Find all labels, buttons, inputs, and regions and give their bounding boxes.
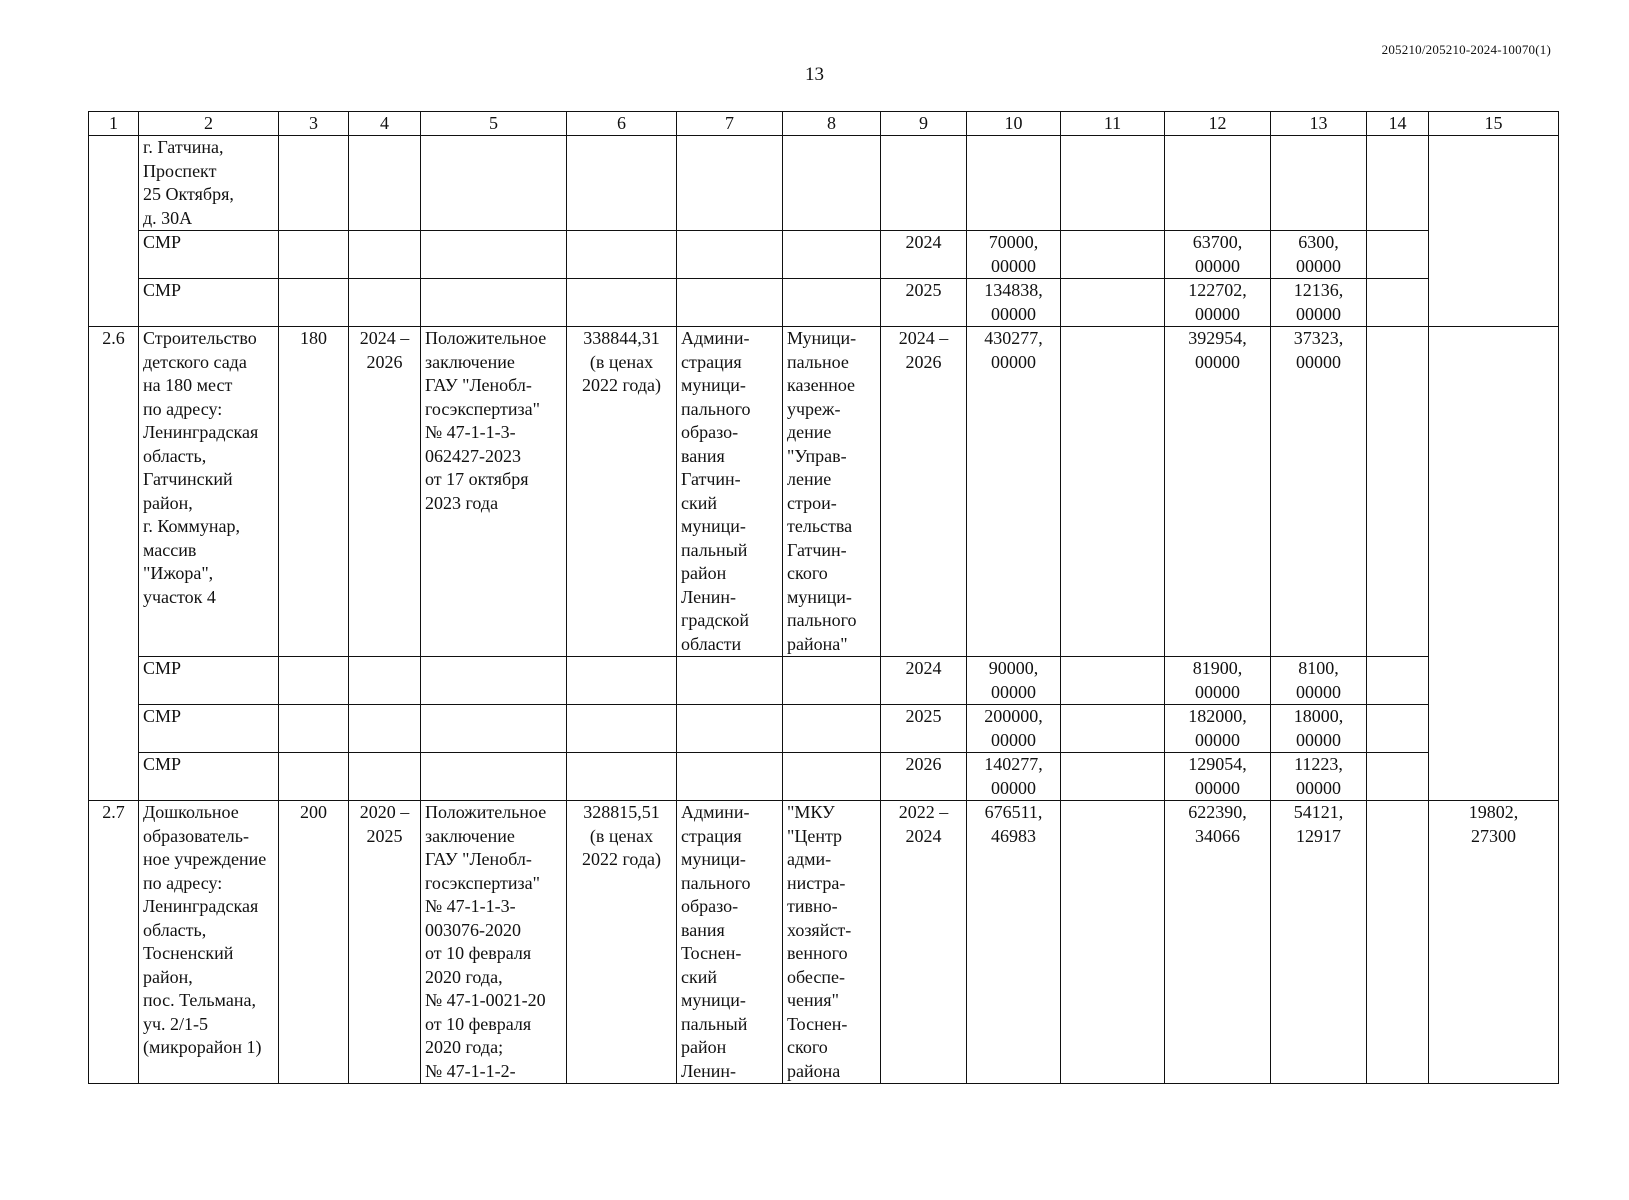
expertise-conclusion: Положительное заключение ГАУ "Ленобл- госэкспертиза" № 47-1-1-3- 062427-2023 от 17 октября 2023 года: [421, 327, 567, 657]
col-header: 2: [139, 112, 279, 136]
estimated-cost: 328815,51 (в ценах 2022 года): [567, 801, 677, 1084]
smr-col12: 63700, 00000: [1165, 231, 1271, 279]
col-header: 5: [421, 112, 567, 136]
smr-col12: 122702, 00000: [1165, 279, 1271, 327]
smr-label: СМР: [139, 279, 279, 327]
col13-value: 54121, 12917: [1271, 801, 1367, 1084]
document-code: 205210/205210-2024-10070(1): [1381, 42, 1551, 57]
total-financing: 430277, 00000: [967, 327, 1061, 657]
data-table: [88, 111, 1559, 1084]
col-header: 12: [1165, 112, 1271, 136]
smr-total: 140277, 00000: [967, 753, 1061, 801]
smr-col13: 6300, 00000: [1271, 231, 1367, 279]
estimated-cost: 338844,31 (в ценах 2022 года): [567, 327, 677, 657]
smr-year: 2024: [881, 231, 967, 279]
smr-total: 134838, 00000: [967, 279, 1061, 327]
total-financing: 676511, 46983: [967, 801, 1061, 1084]
smr-row: [89, 231, 1559, 279]
col-header: 13: [1271, 112, 1367, 136]
page-number: 13: [805, 64, 824, 85]
expertise-conclusion: Положительное заключение ГАУ "Ленобл- госэкспертиза" № 47-1-1-3- 003076-2020 от 10 февраля 2020 года, № 47-1-0021-20 от 10 февраля 2020 года; № 47-1-1-2-: [421, 801, 567, 1084]
col-header: 7: [677, 112, 783, 136]
object-address: г. Гатчина, Проспект 25 Октября, д. 30А: [139, 136, 279, 231]
col-header: 1: [89, 112, 139, 136]
contractor: "МКУ "Центр адми- нистра- тивно- хозяйст- венного обеспе- чения" Тоснен- ского района: [783, 801, 881, 1084]
smr-row: [89, 279, 1559, 327]
col-header: 11: [1061, 112, 1165, 136]
construction-period: 2020 – 2025: [349, 801, 421, 1084]
table-row: [89, 136, 1559, 231]
smr-total: 200000, 00000: [967, 705, 1061, 753]
col-header: 14: [1367, 112, 1429, 136]
smr-row: [89, 657, 1559, 705]
col-header: 15: [1429, 112, 1559, 136]
smr-col13: 12136, 00000: [1271, 279, 1367, 327]
smr-col13: 11223, 00000: [1271, 753, 1367, 801]
financing-years: 2022 – 2024: [881, 801, 967, 1084]
col-header: 3: [279, 112, 349, 136]
smr-label: СМР: [139, 231, 279, 279]
col-header: 6: [567, 112, 677, 136]
smr-col13: 8100, 00000: [1271, 657, 1367, 705]
financing-years: 2024 – 2026: [881, 327, 967, 657]
col-header: 8: [783, 112, 881, 136]
smr-row: [89, 753, 1559, 801]
col13-value: 37323, 00000: [1271, 327, 1367, 657]
row-number: 2.6: [89, 327, 139, 801]
capacity: 200: [279, 801, 349, 1084]
header-row: [89, 112, 1559, 136]
smr-year: 2025: [881, 279, 967, 327]
contractor: Муници- пальное казенное учреж- дение "Управ- ление строи- тельства Гатчин- ского муници- пального района": [783, 327, 881, 657]
object-name: Строительство детского сада на 180 мест по адресу: Ленинградская область, Гатчинский район, г. Коммунар, массив "Ижора", участок 4: [139, 327, 279, 657]
smr-label: СМР: [139, 753, 279, 801]
smr-col13: 18000, 00000: [1271, 705, 1367, 753]
table-row: [89, 801, 1559, 1084]
smr-col12: 81900, 00000: [1165, 657, 1271, 705]
col12-value: 392954, 00000: [1165, 327, 1271, 657]
col-header: 4: [349, 112, 421, 136]
smr-label: СМР: [139, 705, 279, 753]
smr-total: 70000, 00000: [967, 231, 1061, 279]
smr-label: СМР: [139, 657, 279, 705]
col-header: 10: [967, 112, 1061, 136]
smr-year: 2026: [881, 753, 967, 801]
col12-value: 622390, 34066: [1165, 801, 1271, 1084]
col-header: 9: [881, 112, 967, 136]
smr-col12: 129054, 00000: [1165, 753, 1271, 801]
row-number: 2.7: [89, 801, 139, 1084]
smr-year: 2025: [881, 705, 967, 753]
customer: Админи- страция муници- пального образо- вания Гатчин- ский муници- пальный район Ленин- градской области: [677, 327, 783, 657]
construction-period: 2024 – 2026: [349, 327, 421, 657]
customer: Админи- страция муници- пального образо- вания Тоснен- ский муници- пальный район Ленин-: [677, 801, 783, 1084]
table-row: [89, 327, 1559, 657]
col15-value: 19802, 27300: [1429, 801, 1559, 1084]
smr-col12: 182000, 00000: [1165, 705, 1271, 753]
object-name: Дошкольное образователь- ное учреждение по адресу: Ленинградская область, Тосненский район, пос. Тельмана, уч. 2/1-5 (микрорайон 1): [139, 801, 279, 1084]
row-number-cell: [89, 136, 139, 327]
smr-year: 2024: [881, 657, 967, 705]
smr-row: [89, 705, 1559, 753]
smr-total: 90000, 00000: [967, 657, 1061, 705]
capacity: 180: [279, 327, 349, 657]
